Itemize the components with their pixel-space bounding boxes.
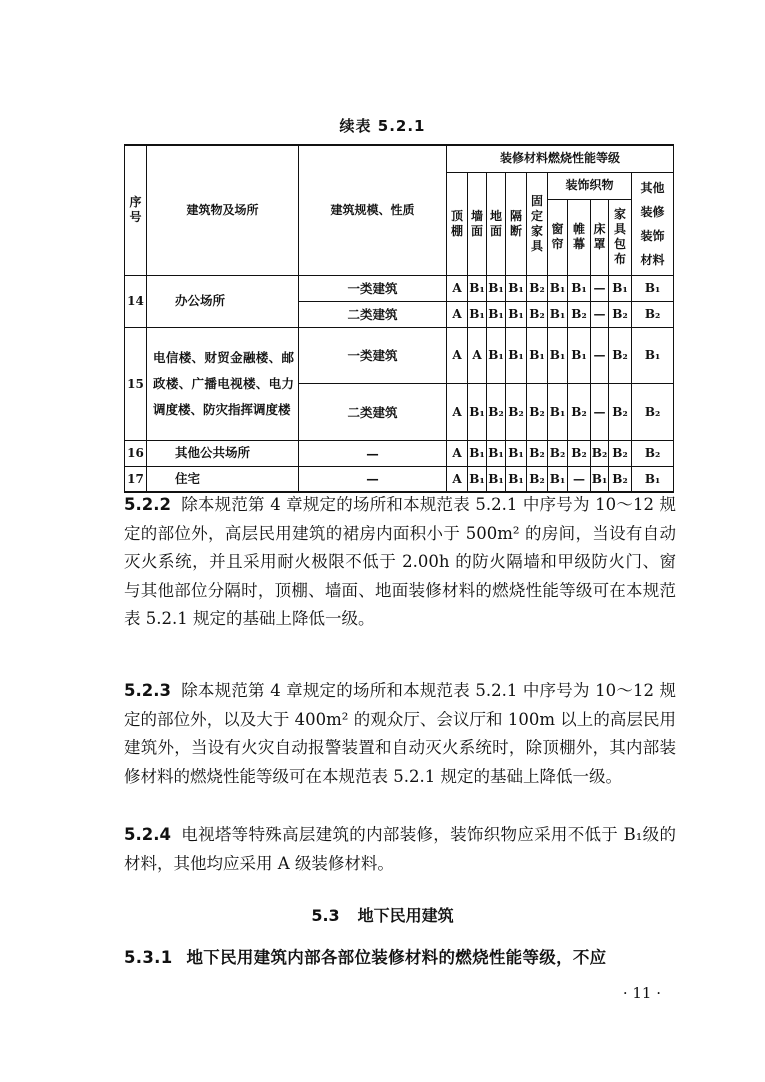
grade-cell: A <box>447 440 468 466</box>
grade-cell: A <box>447 383 468 440</box>
grade-cell: B₁ <box>548 383 568 440</box>
grade-cell: B₂ <box>609 301 632 327</box>
grade-cell: B₁ <box>506 275 527 301</box>
grade-cell: B₁ <box>548 275 568 301</box>
row-venue: 电信楼、财贸金融楼、邮政楼、广播电视楼、电力调度楼、防灾指挥调度楼 <box>147 327 299 440</box>
table-row <box>125 275 674 301</box>
clause-text: 电视塔等特殊高层建筑的内部装修，装饰织物应采用不低于 B₁级的材料，其他均应采用 A 级装修材料。 <box>124 825 676 873</box>
grade-cell: B₁ <box>506 327 527 383</box>
clause-text: 地下民用建筑内部各部位装修材料的燃烧性能等级，不应 <box>186 948 607 967</box>
grade-cell: B₂ <box>506 383 527 440</box>
grade-cell: B₂ <box>548 440 568 466</box>
row-seq: 14 <box>125 275 147 327</box>
grade-cell: B₁ <box>632 466 674 492</box>
grade-cell: B₂ <box>609 440 632 466</box>
grade-cell: B₁ <box>548 466 568 492</box>
grade-cell: B₁ <box>568 327 591 383</box>
grade-cell: B₁ <box>632 327 674 383</box>
grade-cell: B₁ <box>487 466 506 492</box>
grade-cell: — <box>591 301 609 327</box>
header-curtain: 窗帘 <box>548 199 568 275</box>
header-fixed-furniture: 固定家具 <box>527 172 548 275</box>
grade-cell: B₂ <box>632 301 674 327</box>
grade-cell: B₁ <box>632 275 674 301</box>
grade-cell: A <box>447 327 468 383</box>
row-seq: 16 <box>125 440 147 466</box>
grade-cell: B₁ <box>609 275 632 301</box>
grade-cell: B₂ <box>527 301 548 327</box>
header-wall: 墙面 <box>468 172 487 275</box>
table-caption: 续表 5.2.1 <box>339 117 426 135</box>
grade-cell: B₁ <box>468 383 487 440</box>
header-venue: 建筑物及场所 <box>147 145 299 275</box>
header-decor-group: 装饰织物 <box>548 172 632 199</box>
grade-cell: B₁ <box>506 440 527 466</box>
grade-cell: B₁ <box>527 327 548 383</box>
grade-cell: B₂ <box>609 327 632 383</box>
grade-cell: B₂ <box>609 466 632 492</box>
fire-rating-table <box>124 144 674 493</box>
grade-cell: B₁ <box>468 301 487 327</box>
clause-text: 除本规范第 4 章规定的场所和本规范表 5.2.1 中序号为 10～12 规定的部位外，高层民用建筑的裙房内面积小于 500m² 的房间，当设有自动灭火系统，并且采用耐火极限不低于 2.00h 的防火隔墙和甲级防火门、窗与其他部位分隔时，顶棚、墙面、地面装修材料的燃烧性能等级可在本规范表 5.2.1 规定的基础上降低一级。 <box>124 495 676 629</box>
grade-cell: B₁ <box>506 301 527 327</box>
grade-cell: B₂ <box>527 275 548 301</box>
header-scale: 建筑规模、性质 <box>299 145 447 275</box>
header-furniture-cover: 家具包布 <box>609 199 632 275</box>
grade-cell: B₂ <box>527 440 548 466</box>
grade-cell: B₁ <box>487 440 506 466</box>
grade-cell: B₂ <box>568 301 591 327</box>
row-venue: 办公场所 <box>147 275 299 327</box>
row-scale: — <box>299 440 447 466</box>
header-drape: 帷幕 <box>568 199 591 275</box>
row-venue: 住宅 <box>147 466 299 492</box>
header-floor: 地面 <box>487 172 506 275</box>
section-number: 5.3 <box>311 906 340 925</box>
header-ceiling: 顶棚 <box>447 172 468 275</box>
table-row <box>125 440 674 466</box>
clause-5-2-2 <box>124 491 676 634</box>
grade-cell: A <box>468 327 487 383</box>
grade-cell: B₂ <box>527 383 548 440</box>
grade-cell: B₂ <box>568 440 591 466</box>
grade-cell: B₁ <box>548 327 568 383</box>
grade-cell: — <box>591 383 609 440</box>
clause-5-3-1 <box>124 944 676 968</box>
grade-cell: B₁ <box>487 275 506 301</box>
clause-number: 5.2.3 <box>124 681 171 700</box>
header-bedcover: 床罩 <box>591 199 609 275</box>
grade-cell: A <box>447 275 468 301</box>
page-number: · 11 · <box>622 984 661 1002</box>
grade-cell: B₁ <box>487 327 506 383</box>
grade-cell: B₁ <box>548 301 568 327</box>
table-row <box>125 466 674 492</box>
row-seq: 15 <box>125 327 147 440</box>
grade-cell: B₂ <box>527 466 548 492</box>
grade-cell: B₂ <box>632 440 674 466</box>
grade-cell: — <box>591 275 609 301</box>
grade-cell: B₁ <box>506 466 527 492</box>
row-scale: 二类建筑 <box>299 383 447 440</box>
grade-cell: B₁ <box>591 466 609 492</box>
section-title: 地下民用建筑 <box>357 906 454 925</box>
row-scale: 二类建筑 <box>299 301 447 327</box>
grade-cell: B₁ <box>468 275 487 301</box>
row-scale: 一类建筑 <box>299 275 447 301</box>
grade-cell: B₂ <box>609 383 632 440</box>
grade-cell: B₁ <box>487 301 506 327</box>
grade-cell: B₂ <box>568 383 591 440</box>
header-partition: 隔断 <box>506 172 527 275</box>
grade-cell: B₂ <box>632 383 674 440</box>
clause-5-2-4 <box>124 821 676 878</box>
grade-cell: — <box>591 327 609 383</box>
grade-cell: A <box>447 466 468 492</box>
header-seq: 序号 <box>125 145 147 275</box>
row-scale: 一类建筑 <box>299 327 447 383</box>
clause-number: 5.2.2 <box>124 495 171 514</box>
clause-number: 5.3.1 <box>124 948 173 967</box>
grade-cell: B₂ <box>591 440 609 466</box>
clause-5-2-3 <box>124 677 676 791</box>
grade-cell: B₁ <box>568 275 591 301</box>
clause-number: 5.2.4 <box>124 825 171 844</box>
header-grade-group: 装修材料燃烧性能等级 <box>447 145 674 172</box>
grade-cell: A <box>447 301 468 327</box>
grade-cell: B₁ <box>468 440 487 466</box>
section-heading <box>0 903 765 926</box>
header-other: 其他装修装饰材料 <box>632 172 674 275</box>
table-row <box>125 327 674 383</box>
clause-text: 除本规范第 4 章规定的场所和本规范表 5.2.1 中序号为 10～12 规定的部位外，以及大于 400m² 的观众厅、会议厅和 100m 以上的高层民用建筑外，当设有火灾自动报警装置和自动灭火系统时，除顶棚外，其内部装修材料的燃烧性能等级可在本规范表 5.2.1 规定的基础上降低一级。 <box>124 681 676 786</box>
grade-cell: B₂ <box>487 383 506 440</box>
grade-cell: — <box>568 466 591 492</box>
row-scale: — <box>299 466 447 492</box>
grade-cell: B₁ <box>468 466 487 492</box>
row-venue: 其他公共场所 <box>147 440 299 466</box>
row-seq: 17 <box>125 466 147 492</box>
